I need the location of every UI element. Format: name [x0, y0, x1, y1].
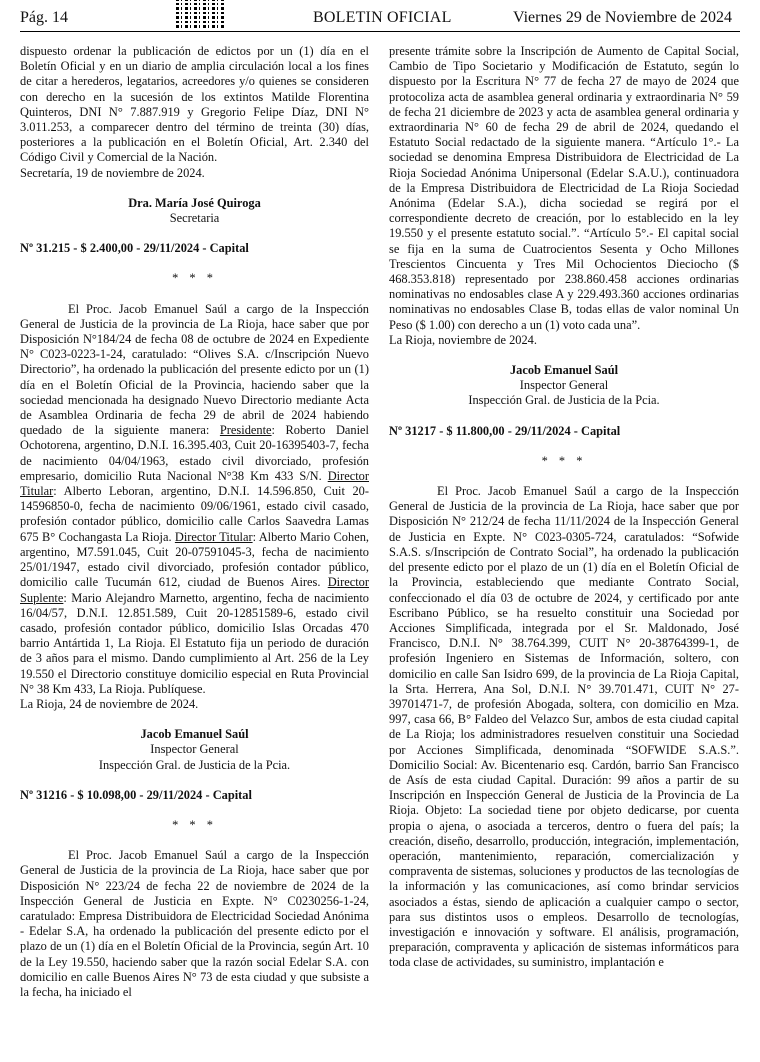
signatory-role: Secretaria [169, 211, 220, 226]
edict-paragraph: dispuesto ordenar la publicación de edictos por un (1) día en el Boletín Oficial y en un diario de amplia circulación local a los fines de citar a herederos, legatarios, acreedores y/o quienes se consideren con derecho en la sucesión de los extintos Matilde Florentina Quinteros, DNI N° 7.887.919 y Gregorio Felipe Díaz, DNI N° 3.011.253, a comparecer dentro del término de treinta (30) días, posteriores a la publicación en el Boletín Oficial, Art. 2.340 del Código Civil y Comercial de la Nación. [20, 44, 369, 165]
signatory-org: Inspección Gral. de Justicia de la Pcia. [98, 757, 291, 772]
publication-date: Viernes 29 de Noviembre de 2024 [513, 9, 732, 26]
edict-paragraph-continued: presente trámite sobre la Inscripción de Aumento de Capital Social, Cambio de Tipo Societario y Modificación de Estatuto, según lo dispuesto por la Escritura N° 77 de fecha 27 de mayo de 2024 que protocoliza acta de asamblea general ordinaria y extraordinaria N° 59 de fecha 21 diciembre de 2023 y acta de asamblea general ordinaria y extraordinaria N° 60 de fecha 29 de abril de 2024, quedando el Estatuto Social redactado de la siguiente manera. “Artículo 1°.- La sociedad se denomina Empresa Distribuidora de Electricidad de La Rioja Sociedad Anónima Unipersonal (Edelar S.A.U.), continuadora de la Empresa Distribuidora de Electricidad de La Rioja Sociedad Anónima (Edelar S.A.), dicha sociedad se regirá por el correspondiente decreto de creación, por lo establecido en la ley 19.550 y el presente estatuto social.”. “Artículo 5°.- El capital social se fija en la suma de Cuatrocientos Sesenta y Ocho Millones Trescientos Cincuenta y Tres Mil Ochocientos Dieciocho ($ 468.353.818) representado por 238.860.458 acciones ordinarias nominativas no endosables clase A y 229.493.360 acciones ordinarias nominativas no endosables Clase B, todas ellas de valor nominal Un Peso ($ 1.00) con derecho a un (1) voto cada una”. [389, 44, 739, 332]
edict-paragraph-directorio [20, 302, 369, 697]
separator-stars: * * * [541, 453, 587, 468]
publication-title: BOLETIN OFICIAL [313, 9, 452, 26]
edict-place-date: La Rioja, 24 de noviembre de 2024. [20, 696, 199, 711]
signatory-role: Inspector General [150, 742, 239, 757]
notice-number: Nº 31216 - $ 10.098,00 - 29/11/2024 - Capital [20, 787, 252, 802]
notice-number: Nº 31217 - $ 11.800,00 - 29/11/2024 - Capital [389, 423, 621, 438]
role-presidente: Presidente [219, 423, 272, 438]
qr-code-icon [176, 0, 226, 28]
header-divider [20, 31, 740, 32]
signatory-role: Inspector General [519, 378, 609, 393]
page-header [0, 0, 760, 36]
separator-stars: * * * [172, 271, 217, 286]
edict-paragraph-sofwide: El Proc. Jacob Emanuel Saúl a cargo de la Inspección General de Justicia de la provincia de La Rioja, hace saber que por Disposición N° 212/24 de fecha 11/11/2024 de la Inspección General de Justicia en Expte. N° C023-0305-724, caratulados: “Sofwide S.A.S. s/Inscripción de Contrato Social”, ha ordenado la publicación del presente edicto por el plazo de un (1) día en el Boletín Oficial de la Provincia, estableciendo que mediante Contrato Social, confeccionado el día 03 de octubre de 2024, y certificado por ante Escribano Público, se ha resuelto constituir una Sociedad por Acciones Simplificada, integrada por el Sr. Maldonado, José Francisco, D.N.I. N° 38.764.399, CUIT N° 20-38764399-1, de profesión Ingeniero en Sistemas de Información, soltero, con domicilio en calle San Isidro 699, de la provincia de La Rioja Capital, la Srta. Herrera, Ana Sol, D.N.I. N° 39.701.471, CUIT N° 27-39701471-7, de profesión Abogada, soltera, con domicilio en Mza. 997, casa 66, B° Faldeo del Velazco Sur, ambos de esta ciudad capital de La Rioja; los administradores resuelven constituir una Sociedad por Acciones Simplificada, denominada “SOFWIDE S.A.S.”. Domicilio Social: Av. Bicentenario esq. Cardón, barrio San Francisco de Asís de esta ciudad Capital. Duración: 99 años a partir de su Inscripción en Inspección General de Justicia de la Provincia de La Rioja. Objeto: La sociedad tiene por objeto dedicarse, por cuenta propia o ajena, o asociada a terceros, dentro o fuera del país; la creación, diseño, desarrollo, producción, integración, implementación, operación, mantenimiento, reparación, comercialización y compraventa de sistemas, soluciones y productos de las tecnologías de la información y las comunicaciones, así como brindar servicios asociados a éstas, siendo de aplicación a cualquier campo o sector, para sus distintos usos o empleos. Desarrollo de tecnologías, investigación e innovación y software. El análisis, programación, preparación, compraventa y aplicación de sistemas informáticos para toda clase de actividades, su suministro, implantación e [389, 484, 739, 970]
edict-text: : Mario Alejandro Marnetto, argentino, fecha de nacimiento 16/04/57, D.N.I. 12.851.589, Cuit 20-12851589-6, estado civil casado, profesión contador público, domicilio Islas Orcadas 470 barrio Antártida 1, La Rioja. El Estatuto fija un periodo de duración de 3 años para el mismo. Dando cumplimiento al Art. 256 de la Ley 19.550 el Directorio constituye domicilio especial en Ruta Provincial N° 38 Km 433, La Rioja. Publíquese. [20, 590, 369, 696]
left-column [20, 44, 369, 1000]
edict-place-date: Secretaría, 19 de noviembre de 2024. [20, 165, 205, 180]
edict-text: El Proc. Jacob Emanuel Saúl a cargo de la Inspección General de Justicia de la provincia de La Rioja, hace saber que por Disposición N°184/24 de fecha 08 de octubre de 2024 en Expediente N° C023-0223-1-24, caratulado: “Olives S.A. c/Inscripción Nuevo Directorio”, ha ordenado la publicación del presente edicto por un (1) día en el Boletín Oficial de la Provincia, haciendo saber que la sociedad mencionada ha designado Nuevo Directorio mediante Acta de Asamblea Ordinaria de fecha 29 de abril de 2024 habiendo quedado de la siguiente manera: [20, 301, 369, 438]
signatory-name: Jacob Emanuel Saúl [509, 363, 619, 378]
notice-number: Nº 31.215 - $ 2.400,00 - 29/11/2024 - Capital [20, 241, 249, 256]
signatory-name: Jacob Emanuel Saúl [140, 727, 249, 742]
edict-paragraph-edelar: El Proc. Jacob Emanuel Saúl a cargo de la Inspección General de Justicia de la provincia de La Rioja, hace saber que por Disposición N° 223/24 de fecha 22 de noviembre de 2024 de la Inspección General de Justicia en Expte. N° C0230256-1-24, caratulado: Empresa Distribuidora de Electricidad Sociedad Anónima - Edelar S.A, ha ordenado la publicación del presente edicto por el plazo de un (1) día en el Boletín Oficial de la Provincia, según Art. 10 de la Ley 19.550, haciendo saber que la razón social Edelar S.A. con domicilio en calle Buenos Aires N° 73 de esta ciudad y que subsiste a la fecha, ha iniciado el [20, 848, 369, 999]
signatory-org: Inspección Gral. de Justicia de la Pcia. [468, 393, 660, 408]
role-director-suplente: Director Suplente [20, 575, 369, 605]
edict-text: : Roberto Daniel Ochotorena, argentino, D.N.I. 16.395.403, Cuit 20-16395403-7, fecha de nacimiento 04/04/1963, estado civil divorciado, profesión empresario, domicilio Ruta Nacional N°38 Km 433 S/N. [20, 423, 369, 483]
separator-stars: * * * [172, 817, 217, 832]
page-number: Pág. 14 [20, 9, 68, 26]
role-director-titular: Director Titular [174, 529, 253, 544]
edict-text: : Alberto Leboran, argentino, D.N.I. 14.596.850, Cuit 20-14596850-0, fecha de nacimiento 09/06/1961, estado civil casado, profesión contador público, domicilio calle Carlos Saavedra Lamas 675 B° Cochangasta La Rioja. [20, 484, 369, 544]
role-director-titular: Director Titular [20, 468, 369, 499]
signatory-name: Dra. María José Quiroga [128, 195, 261, 210]
right-column [389, 44, 739, 971]
edict-text: : Alberto Mario Cohen, argentino, M7.591.045, Cuit 20-07591045-3, fecha de nacimiento 25/01/1947, estado civil divorciado, profesión contador público, domicilio calle Tucumán 612, ciudad de Buenos Aires. [20, 529, 369, 590]
edict-place-date: La Rioja, noviembre de 2024. [389, 332, 537, 347]
